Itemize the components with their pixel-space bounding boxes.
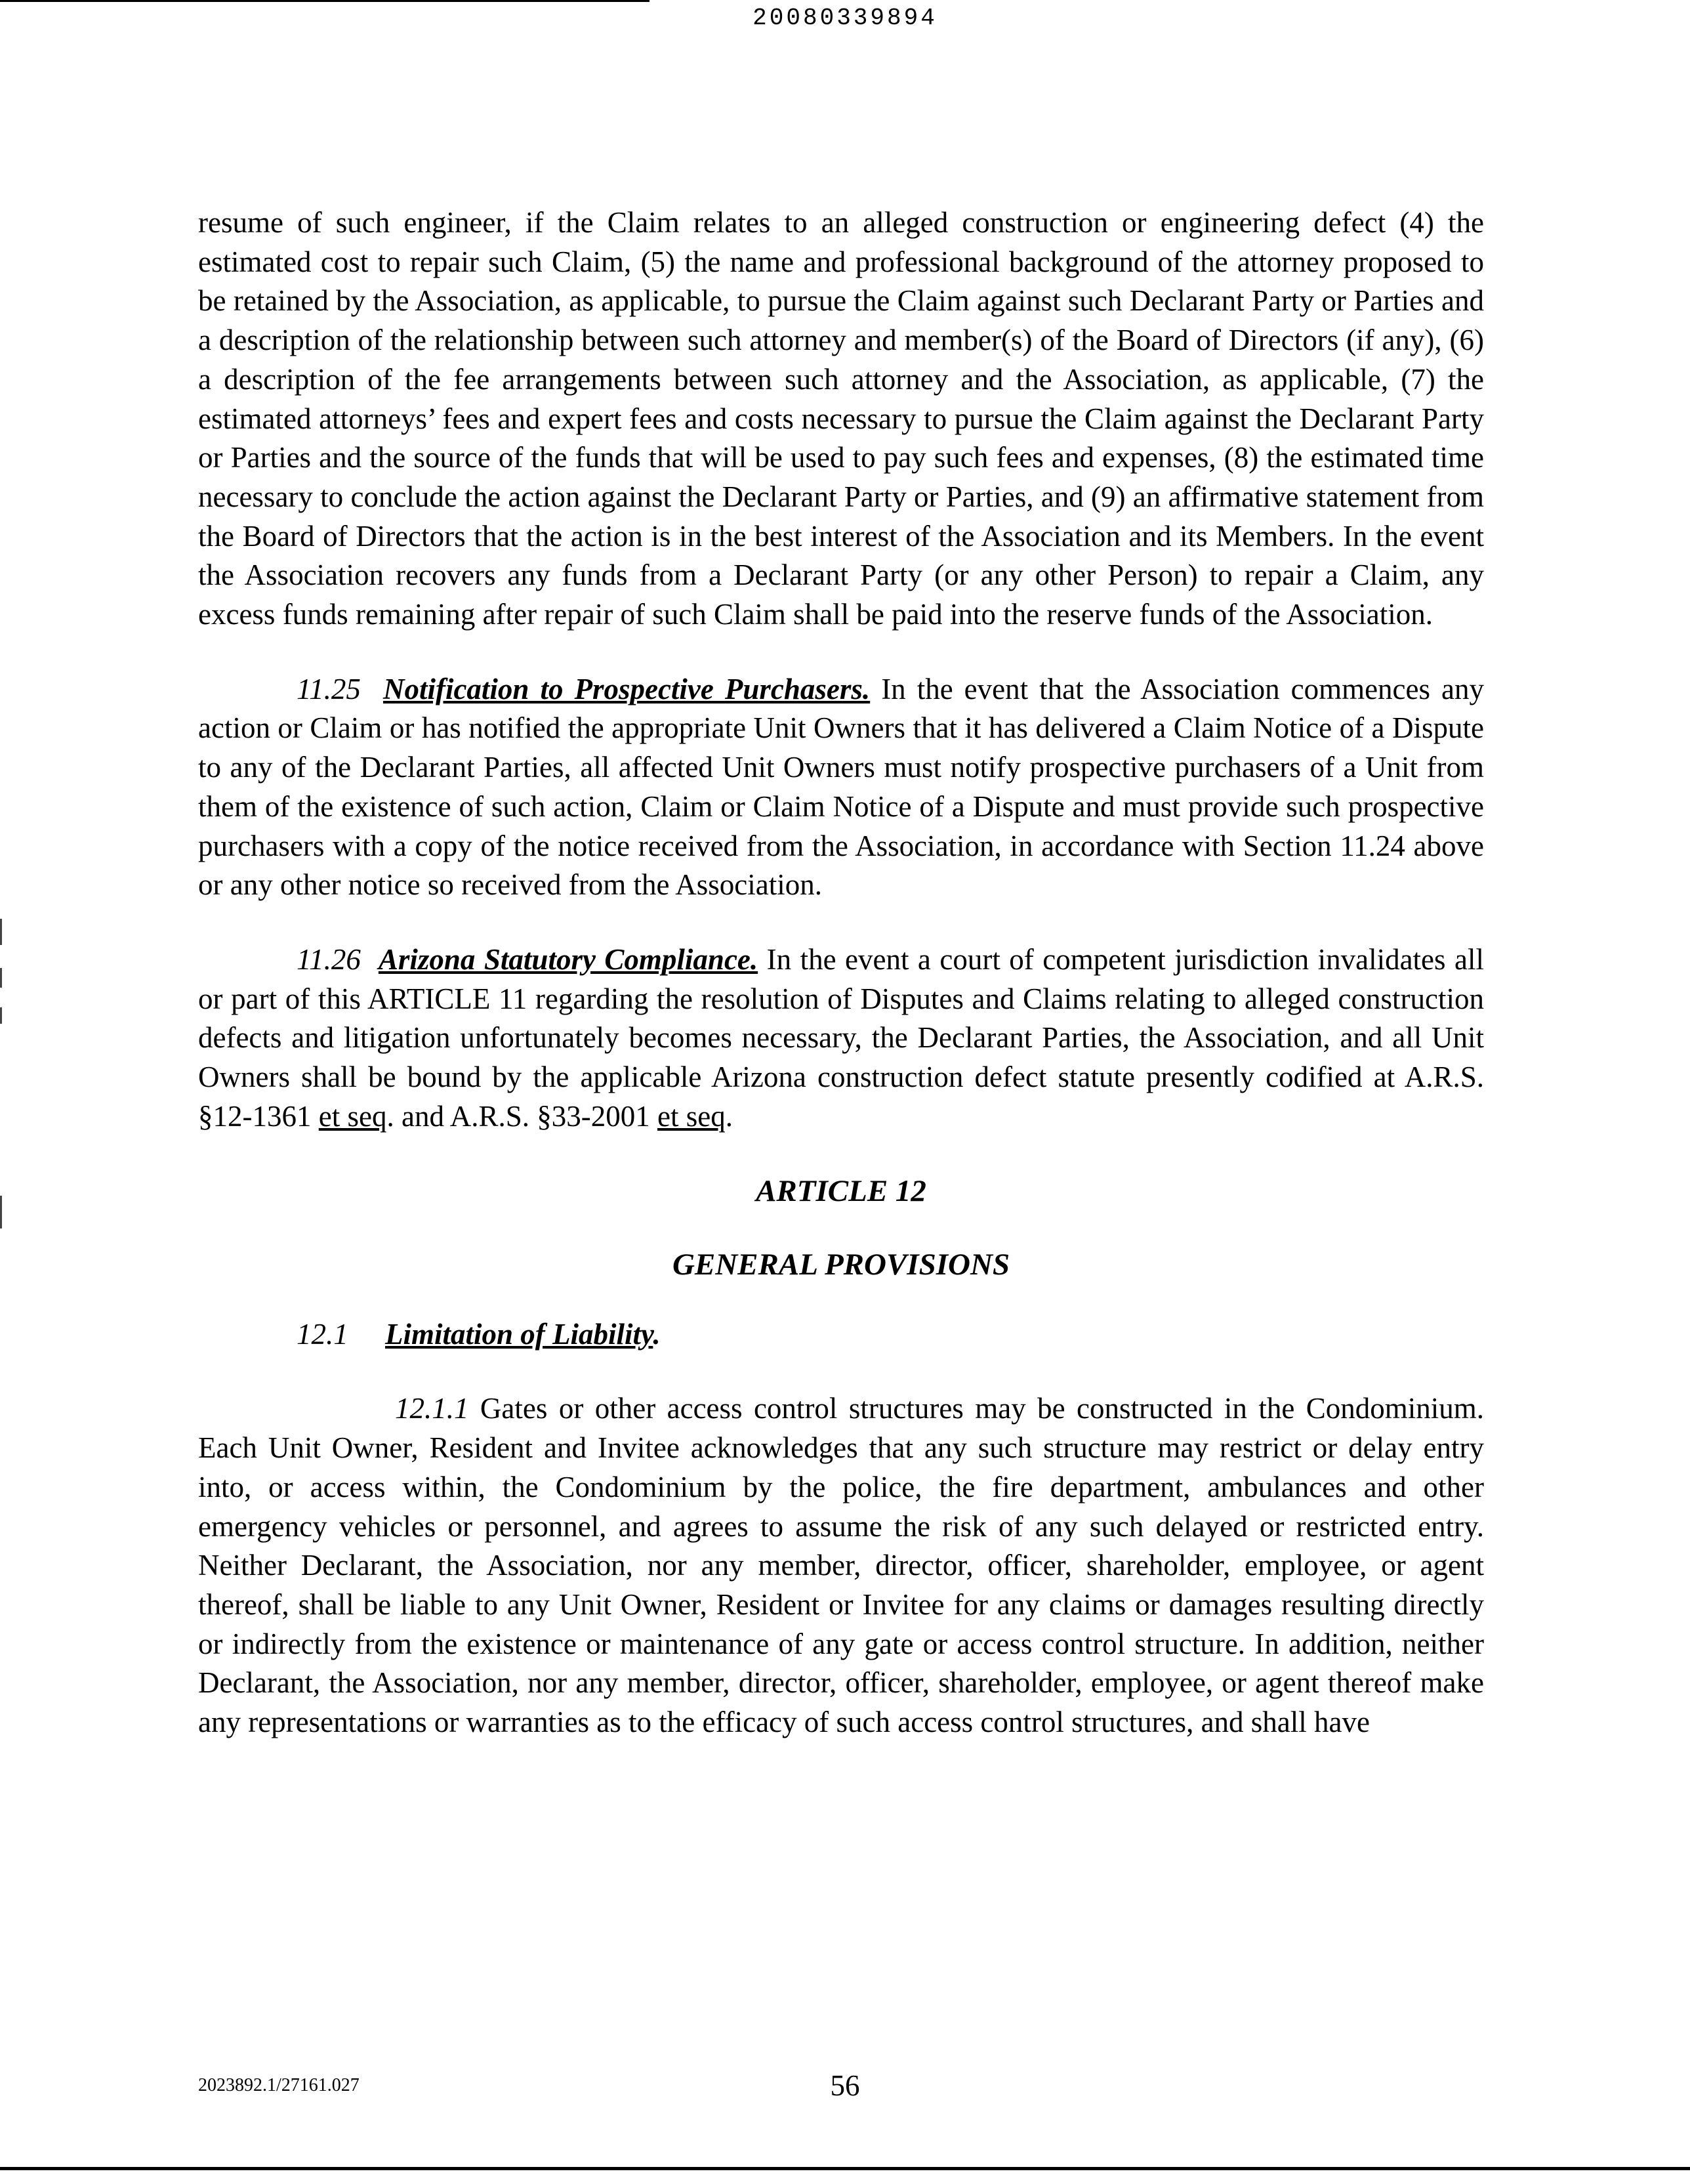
section-text: . and A.R.S. §33-2001 [386,1099,657,1133]
section-text: Gates or other access control structures may be constructed in the Condominium. Each Unit Owner, Resident and Invitee acknowledges that any such structure may restrict or delay entry into, or access within, the Condominium by the police, the fire department, ambulances and other emergency vehicles or personnel, and agrees to assume the risk of any such delayed or restricted entry. Neither Declarant, the Association, nor any member, director, officer, shareholder, employee, or agent thereof, shall be liable to any Unit Owner, Resident or Invitee for any claims or damages resulting directly or indirectly from the existence or maintenance of any gate or access control structure. In addition, neither Declarant, the Association, nor any member, director, officer, shareholder, employee, or agent thereof make any representations or warranties as to the efficacy of such access control structures, and shall have [198,1392,1484,1739]
paragraph-text: resume of such engineer, if the Claim relates to an alleged construction or engineering defect (4) the estimated cost to repair such Claim, (5) the name and professional background of the attorney proposed to be retained by the Association, as applicable, to pursue the Claim against such Declarant Party or Parties and a description of the relationship between such attorney and member(s) of the Board of Directors (if any), (6) a description of the fee arrangements between such attorney and the Association, as applicable, (7) the estimated attorneys’ fees and expert fees and costs necessary to pursue the Claim against the Declarant Party or Parties and the source of the funds that will be used to pay such fees and expenses, (8) the estimated time necessary to conclude the action against the Declarant Party or Parties, and (9) an affirmative statement from the Board of Directors that the action is in the best interest of the Association and its Members. In the event the Association recovers any funds from a Declarant Party (or any other Person) to repair a Claim, any excess funds remaining after repair of such Claim shall be paid into the reserve funds of the Association. [198,206,1484,631]
section-12-1-1 [198,1389,1484,1742]
section-number: 11.26 [297,942,361,976]
section-12-1 [198,1314,1484,1354]
section-title: Limitation of Liability [385,1318,653,1351]
document-number: 20080339894 [752,5,938,32]
section-text: In the event that the Association commences any action or Claim or has notified the appropriate Unit Owners that it has delivered a Claim Notice of a Dispute to any of the Declarant Parties, all affected Unit Owners must notify prospective purchasers of a Unit from them of the existence of such action, Claim or Claim Notice of a Dispute and must provide such prospective purchasers with a copy of the notice received from the Association, in accordance with Section 11.24 above or any other notice so received from the Association. [198,672,1485,902]
page-content [198,203,1484,1742]
section-number: 11.25 [297,672,361,705]
footer-document-id: 2023892.1/27161.027 [198,2075,360,2095]
article-title: ARTICLE 12 [756,1174,926,1209]
section-text: . [725,1099,733,1133]
top-rule [0,0,649,2]
paragraph-continuation [198,203,1484,635]
article-subtitle: GENERAL PROVISIONS [672,1248,1010,1282]
et-seq-citation: et seq [318,1099,387,1133]
section-11-26 [198,940,1484,1137]
section-number: 12.1.1 [395,1392,469,1425]
et-seq-citation: et seq [657,1099,726,1133]
bottom-rule [0,2167,1690,2170]
section-11-25 [198,670,1484,905]
section-title: Arizona Statutory Compliance. [378,942,758,976]
scan-mark [0,1196,2,1228]
page-number: 56 [830,2069,860,2102]
section-title-period: . [653,1318,661,1351]
section-title: Notification to Prospective Purchasers. [382,672,871,705]
section-text: In the event a court of competent jurisdiction invalidates all or part of this ARTICLE 11 regarding the resolution of Disputes and Claims relating to alleged construction defects and litigation unfortunately becomes necessary, the Declarant Parties, the Association, and all Unit Owners shall be bound by the applicable Arizona construction defect statute presently codified at A.R.S. §12-1361 [198,942,1484,1133]
scan-mark [0,968,2,988]
scan-mark [0,919,2,945]
section-number: 12.1 [297,1318,348,1351]
scan-mark [0,1007,2,1024]
